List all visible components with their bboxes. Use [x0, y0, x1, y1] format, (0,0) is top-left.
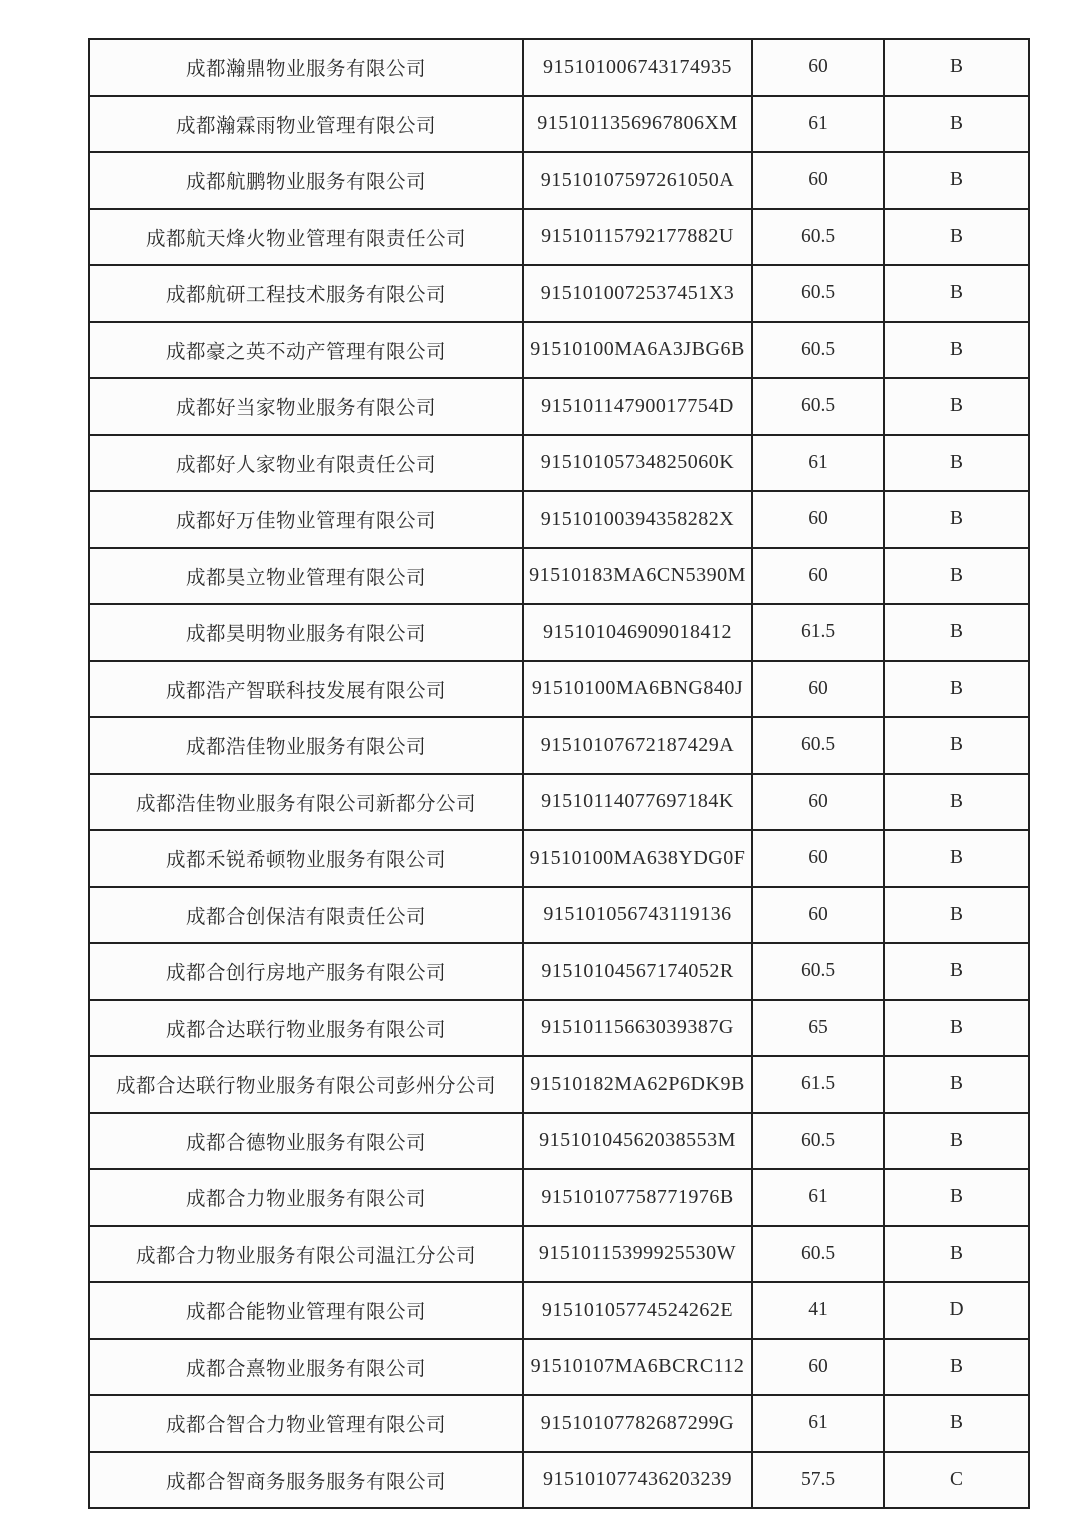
credit-code-cell: 91510105774524262E [522, 1283, 751, 1338]
score-cell: 60 [751, 153, 883, 208]
score-cell: 60.5 [751, 379, 883, 434]
credit-code-cell: 91510107MA6BCRC112 [522, 1340, 751, 1395]
grade-cell: B [883, 1396, 1028, 1451]
grade-cell: B [883, 1227, 1028, 1282]
score-cell: 60 [751, 888, 883, 943]
score-cell: 61 [751, 97, 883, 152]
score-cell: 60 [751, 40, 883, 95]
company-name-cell: 成都合智合力物业管理有限公司 [165, 1415, 446, 1437]
company-name-cell: 成都合智商务服务服务有限公司 [165, 1471, 446, 1493]
grade-cell: B [883, 888, 1028, 943]
table-row [90, 999, 1028, 1056]
grade-cell: B [883, 1114, 1028, 1169]
table-row [90, 603, 1028, 660]
company-name-cell: 成都豪之英不动产管理有限公司 [165, 341, 446, 363]
grade-cell: B [883, 97, 1028, 152]
credit-code-cell: 91510105734825060K [522, 436, 751, 491]
score-cell: 61 [751, 1170, 883, 1225]
grade-cell: B [883, 153, 1028, 208]
credit-code-cell: 91510100MA6A3JBG6B [522, 323, 751, 378]
table-row [90, 1112, 1028, 1169]
company-name-cell: 成都好人家物业有限责任公司 [175, 454, 436, 476]
score-cell: 60 [751, 549, 883, 604]
credit-code-cell: 91510115663039387G [522, 1001, 751, 1056]
credit-code-cell: 91510182MA62P6DK9B [522, 1057, 751, 1112]
company-name-cell: 成都浩佳物业服务有限公司 [185, 737, 426, 759]
grade-cell: B [883, 492, 1028, 547]
table-row [90, 942, 1028, 999]
grade-cell: B [883, 1340, 1028, 1395]
table-row [90, 40, 1028, 95]
score-cell: 41 [751, 1283, 883, 1338]
credit-code-cell: 91510107672187429A [522, 718, 751, 773]
company-name-cell: 成都合达联行物业服务有限公司彭州分公司 [115, 1076, 496, 1098]
grade-cell: D [883, 1283, 1028, 1338]
grade-cell: B [883, 831, 1028, 886]
score-cell: 60.5 [751, 718, 883, 773]
credit-code-cell: 91510114077697184K [522, 775, 751, 830]
table-row [90, 151, 1028, 208]
company-name-cell: 成都合创行房地产服务有限公司 [165, 963, 446, 985]
company-name-cell: 成都禾锐希顿物业服务有限公司 [165, 850, 446, 872]
credit-code-cell: 915101056743119136 [522, 888, 751, 943]
company-name-cell: 成都合熹物业服务有限公司 [185, 1358, 426, 1380]
grade-cell: B [883, 718, 1028, 773]
company-name-cell: 成都瀚霖雨物业管理有限公司 [175, 115, 436, 137]
table-row [90, 95, 1028, 152]
table-row [90, 208, 1028, 265]
score-cell: 60 [751, 492, 883, 547]
score-cell: 60.5 [751, 1114, 883, 1169]
credit-code-cell: 91510115399925530W [522, 1227, 751, 1282]
grade-cell: B [883, 944, 1028, 999]
table-row [90, 829, 1028, 886]
credit-code-cell: 9151010072537451X3 [522, 266, 751, 321]
credit-code-cell: 91510183MA6CN5390M [522, 549, 751, 604]
company-name-cell: 成都合力物业服务有限公司温江分公司 [135, 1245, 476, 1267]
grade-cell: B [883, 775, 1028, 830]
score-cell: 60 [751, 1340, 883, 1395]
table-row [90, 773, 1028, 830]
grade-cell: B [883, 379, 1028, 434]
credit-code-cell: 91510114790017754D [522, 379, 751, 434]
company-name-cell: 成都昊明物业服务有限公司 [185, 624, 426, 646]
company-name-cell: 成都好当家物业服务有限公司 [175, 398, 436, 420]
company-name-cell: 成都航研工程技术服务有限公司 [165, 285, 446, 307]
grade-cell: B [883, 436, 1028, 491]
score-cell: 60.5 [751, 266, 883, 321]
grade-cell: B [883, 1001, 1028, 1056]
grade-cell: B [883, 266, 1028, 321]
credit-code-cell: 915101077436203239 [522, 1453, 751, 1508]
table-row [90, 547, 1028, 604]
credit-code-cell: 91510104567174052R [522, 944, 751, 999]
score-cell: 60.5 [751, 1227, 883, 1282]
credit-code-cell: 915101046909018412 [522, 605, 751, 660]
credit-code-cell: 91510107597261050A [522, 153, 751, 208]
score-cell: 61 [751, 436, 883, 491]
table-row [90, 434, 1028, 491]
grade-cell: B [883, 323, 1028, 378]
company-rating-table [88, 38, 1030, 1509]
table-row [90, 716, 1028, 773]
company-name-cell: 成都浩产智联科技发展有限公司 [165, 680, 446, 702]
table-row [90, 886, 1028, 943]
credit-code-cell: 915101006743174935 [522, 40, 751, 95]
grade-cell: B [883, 1057, 1028, 1112]
credit-code-cell: 91510107782687299G [522, 1396, 751, 1451]
table-row [90, 1168, 1028, 1225]
table-row [90, 1281, 1028, 1338]
credit-code-cell: 91510107758771976B [522, 1170, 751, 1225]
score-cell: 60 [751, 662, 883, 717]
score-cell: 57.5 [751, 1453, 883, 1508]
grade-cell: B [883, 549, 1028, 604]
company-name-cell: 成都好万佳物业管理有限公司 [175, 511, 436, 533]
company-name-cell: 成都合能物业管理有限公司 [185, 1302, 426, 1324]
grade-cell: B [883, 210, 1028, 265]
table-row [90, 1055, 1028, 1112]
company-name-cell: 成都昊立物业管理有限公司 [185, 567, 426, 589]
table-row [90, 1338, 1028, 1395]
grade-cell: C [883, 1453, 1028, 1508]
table-row [90, 1225, 1028, 1282]
company-name-cell: 成都瀚鼎物业服务有限公司 [185, 59, 426, 81]
table-row [90, 264, 1028, 321]
company-name-cell: 成都合力物业服务有限公司 [185, 1189, 426, 1211]
company-name-cell: 成都浩佳物业服务有限公司新都分公司 [135, 793, 476, 815]
table-row [90, 490, 1028, 547]
score-cell: 61 [751, 1396, 883, 1451]
grade-cell: B [883, 1170, 1028, 1225]
credit-code-cell: 91510104562038553M [522, 1114, 751, 1169]
credit-code-cell: 91510100394358282X [522, 492, 751, 547]
company-name-cell: 成都合德物业服务有限公司 [185, 1132, 426, 1154]
credit-code-cell: 91510115792177882U [522, 210, 751, 265]
score-cell: 60 [751, 831, 883, 886]
credit-code-cell: 91510100MA6BNG840J [522, 662, 751, 717]
company-name-cell: 成都合创保洁有限责任公司 [185, 906, 426, 928]
table-row [90, 321, 1028, 378]
grade-cell: B [883, 662, 1028, 717]
score-cell: 61.5 [751, 1057, 883, 1112]
score-cell: 65 [751, 1001, 883, 1056]
credit-code-cell: 91510100MA638YDG0F [522, 831, 751, 886]
score-cell: 61.5 [751, 605, 883, 660]
company-name-cell: 成都航鹏物业服务有限公司 [185, 172, 426, 194]
score-cell: 60.5 [751, 210, 883, 265]
credit-code-cell: 9151011356967806XM [522, 97, 751, 152]
table-row [90, 1394, 1028, 1451]
table-row [90, 1451, 1028, 1508]
score-cell: 60 [751, 775, 883, 830]
grade-cell: B [883, 605, 1028, 660]
table-row [90, 660, 1028, 717]
table-row [90, 377, 1028, 434]
score-cell: 60.5 [751, 323, 883, 378]
company-name-cell: 成都合达联行物业服务有限公司 [165, 1019, 446, 1041]
company-name-cell: 成都航天烽火物业管理有限责任公司 [145, 228, 466, 250]
grade-cell: B [883, 40, 1028, 95]
score-cell: 60.5 [751, 944, 883, 999]
